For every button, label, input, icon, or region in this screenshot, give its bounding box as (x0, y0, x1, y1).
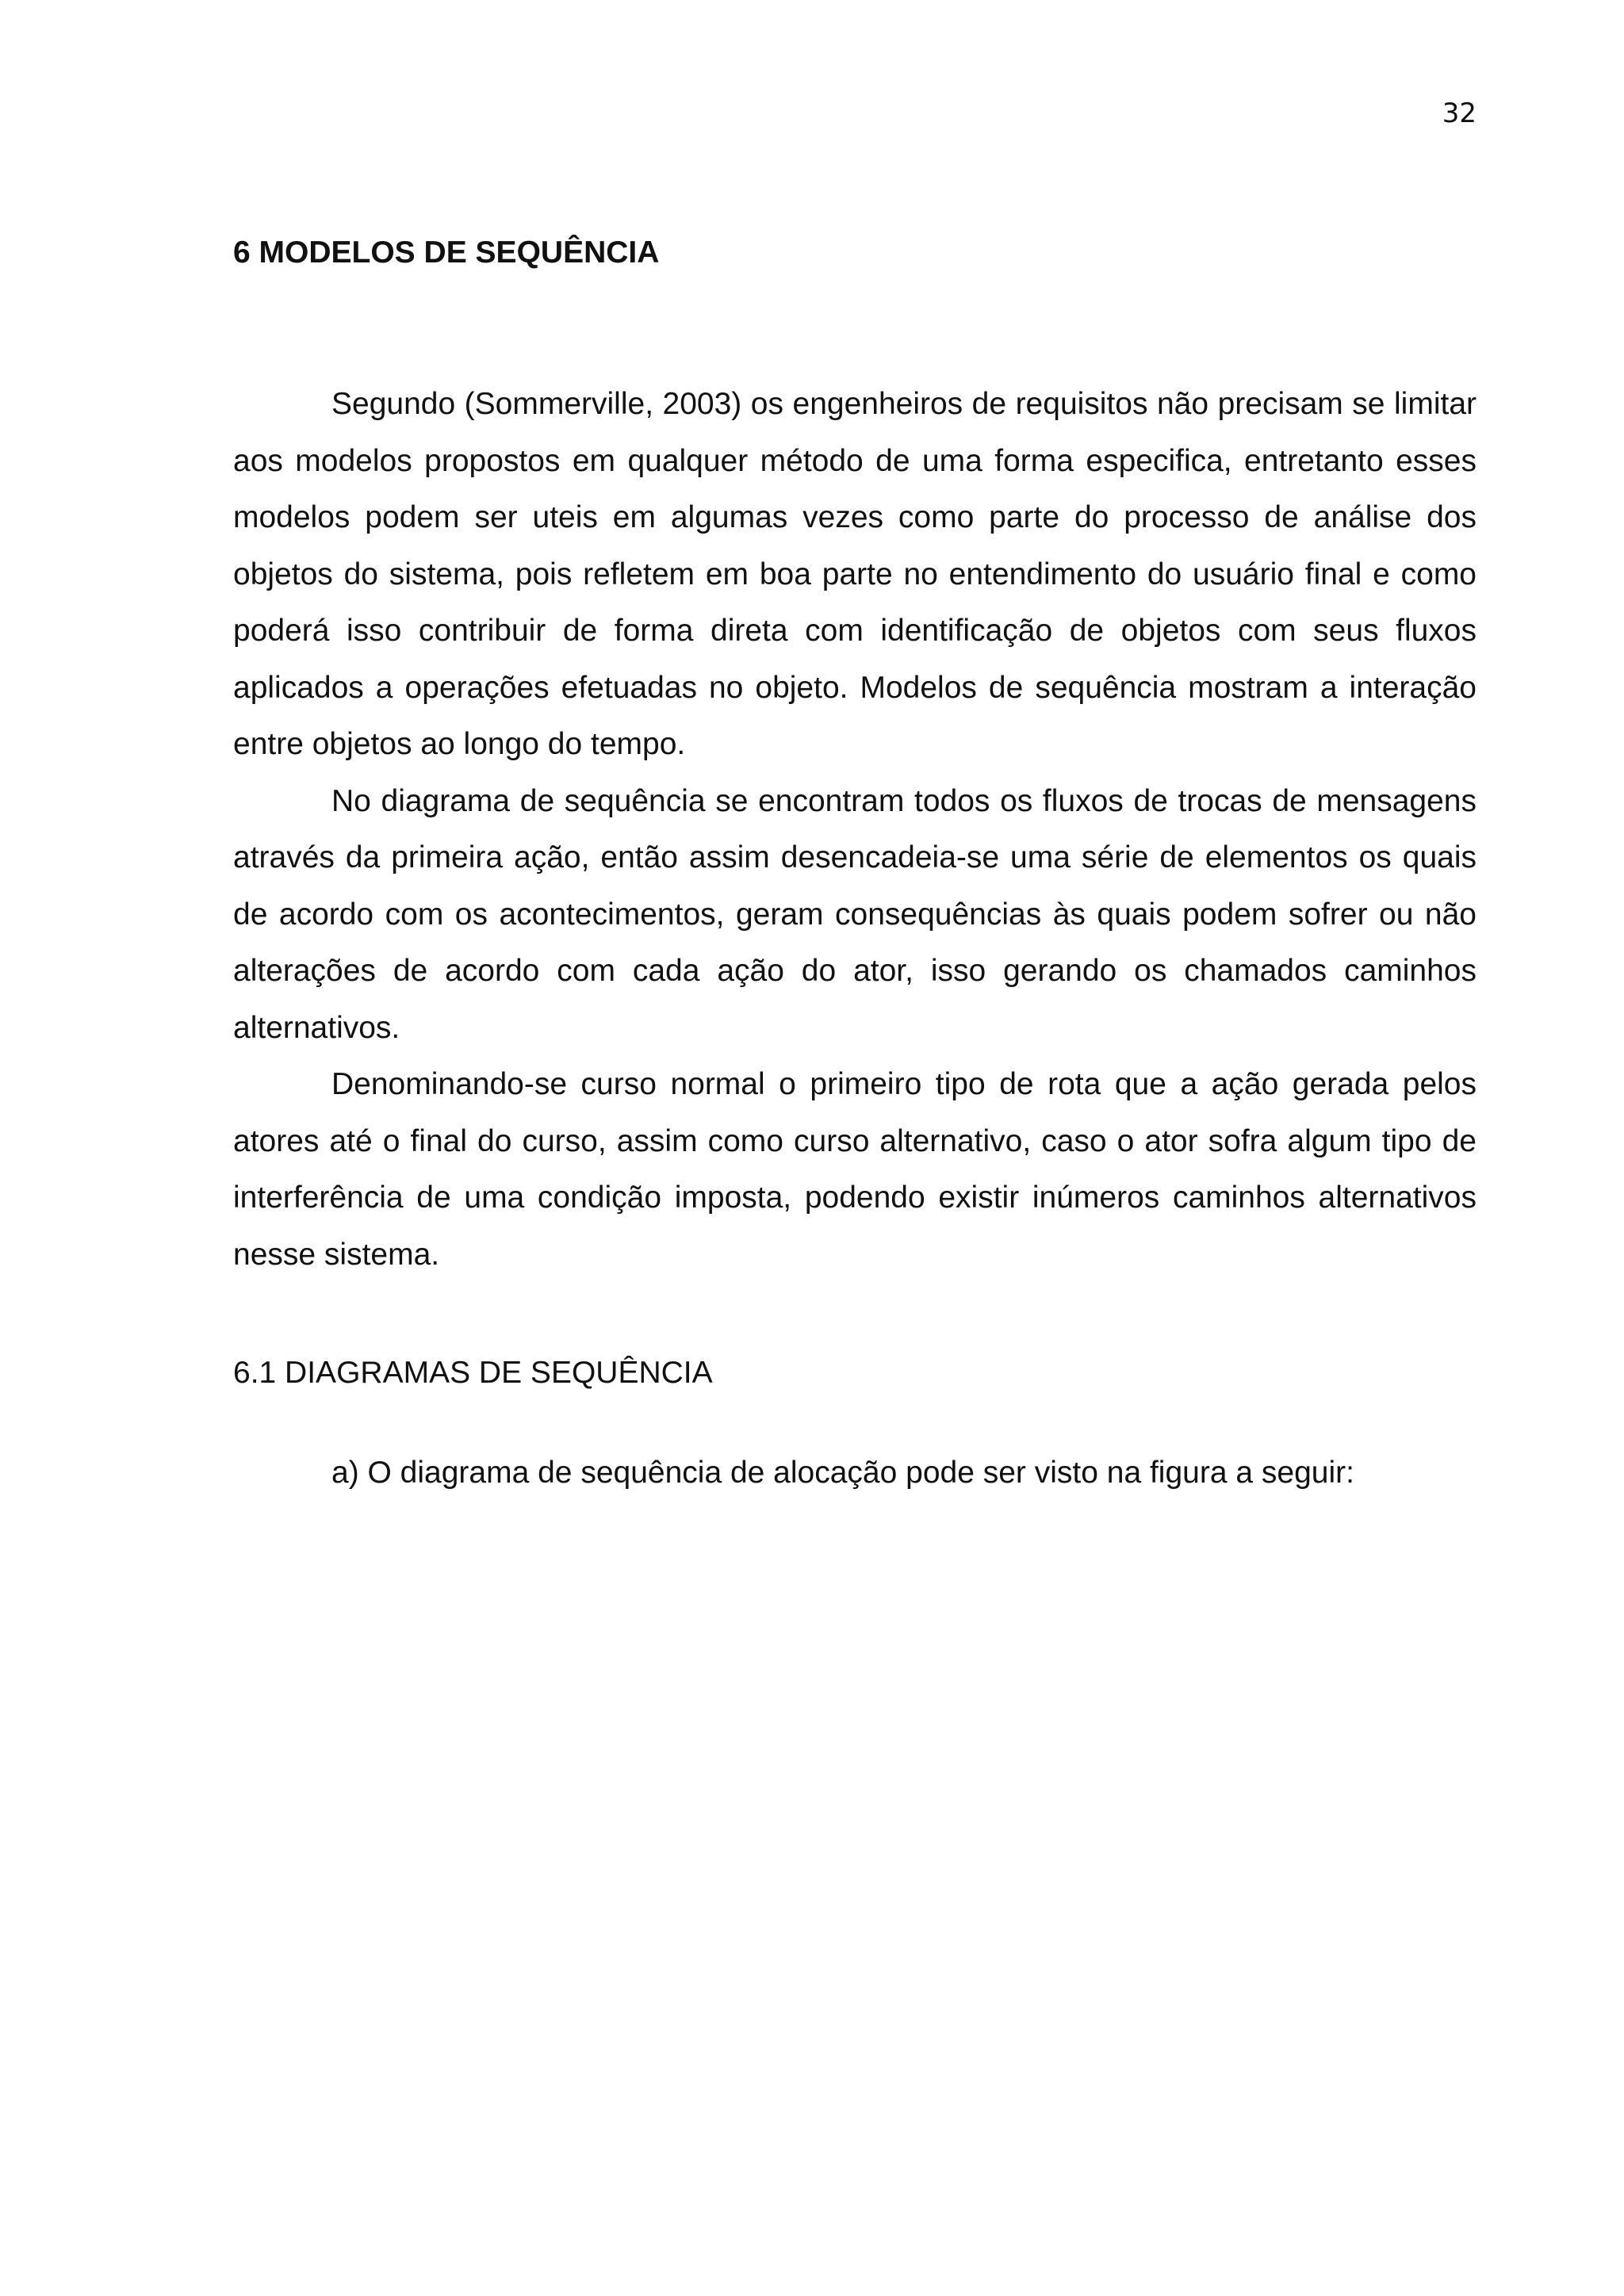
document-body (233, 228, 1477, 1498)
subsection-title: 6.1 DIAGRAMAS DE SEQUÊNCIA (233, 1356, 713, 1390)
section-title: 6 MODELOS DE SEQUÊNCIA (233, 235, 660, 270)
list-item-a: a) O diagrama de sequência de alocação pode ser visto na figura a seguir: (331, 1456, 1354, 1490)
paragraph-sequence-diagram: No diagrama de sequência se encontram todos os fluxos de trocas de mensagens através da primeira ação, então assim desencadeia-se uma série de elementos os quais de acordo com os acontecimentos, geram consequências às quais podem sofrer ou não alterações de acordo com cada ação do ator, isso gerando os chamados caminhos alternativos. (233, 783, 1477, 1045)
paragraph-sommerville: Segundo (Sommerville, 2003) os engenheiros de requisitos não precisam se limitar aos modelos propostos em qualquer método de uma forma especifica, entretanto esses modelos podem ser uteis em algumas vezes como parte do processo de análise dos objetos do sistema, pois refletem em boa parte no entendimento do usuário final e como poderá isso contribuir de forma direta com identificação de objetos com seus fluxos aplicados a operações efetuadas no objeto. Modelos de sequência mostram a interação entre objetos ao longo do tempo. (233, 387, 1477, 761)
page-number: 32 (1442, 98, 1477, 129)
paragraph-normal-course: Denominando-se curso normal o primeiro tipo de rota que a ação gerada pelos atores até o final do curso, assim como curso alternativo, caso o ator sofra algum tipo de interferência de uma condição imposta, podendo existir inúmeros caminhos alternativos nesse sistema. (233, 1067, 1477, 1272)
